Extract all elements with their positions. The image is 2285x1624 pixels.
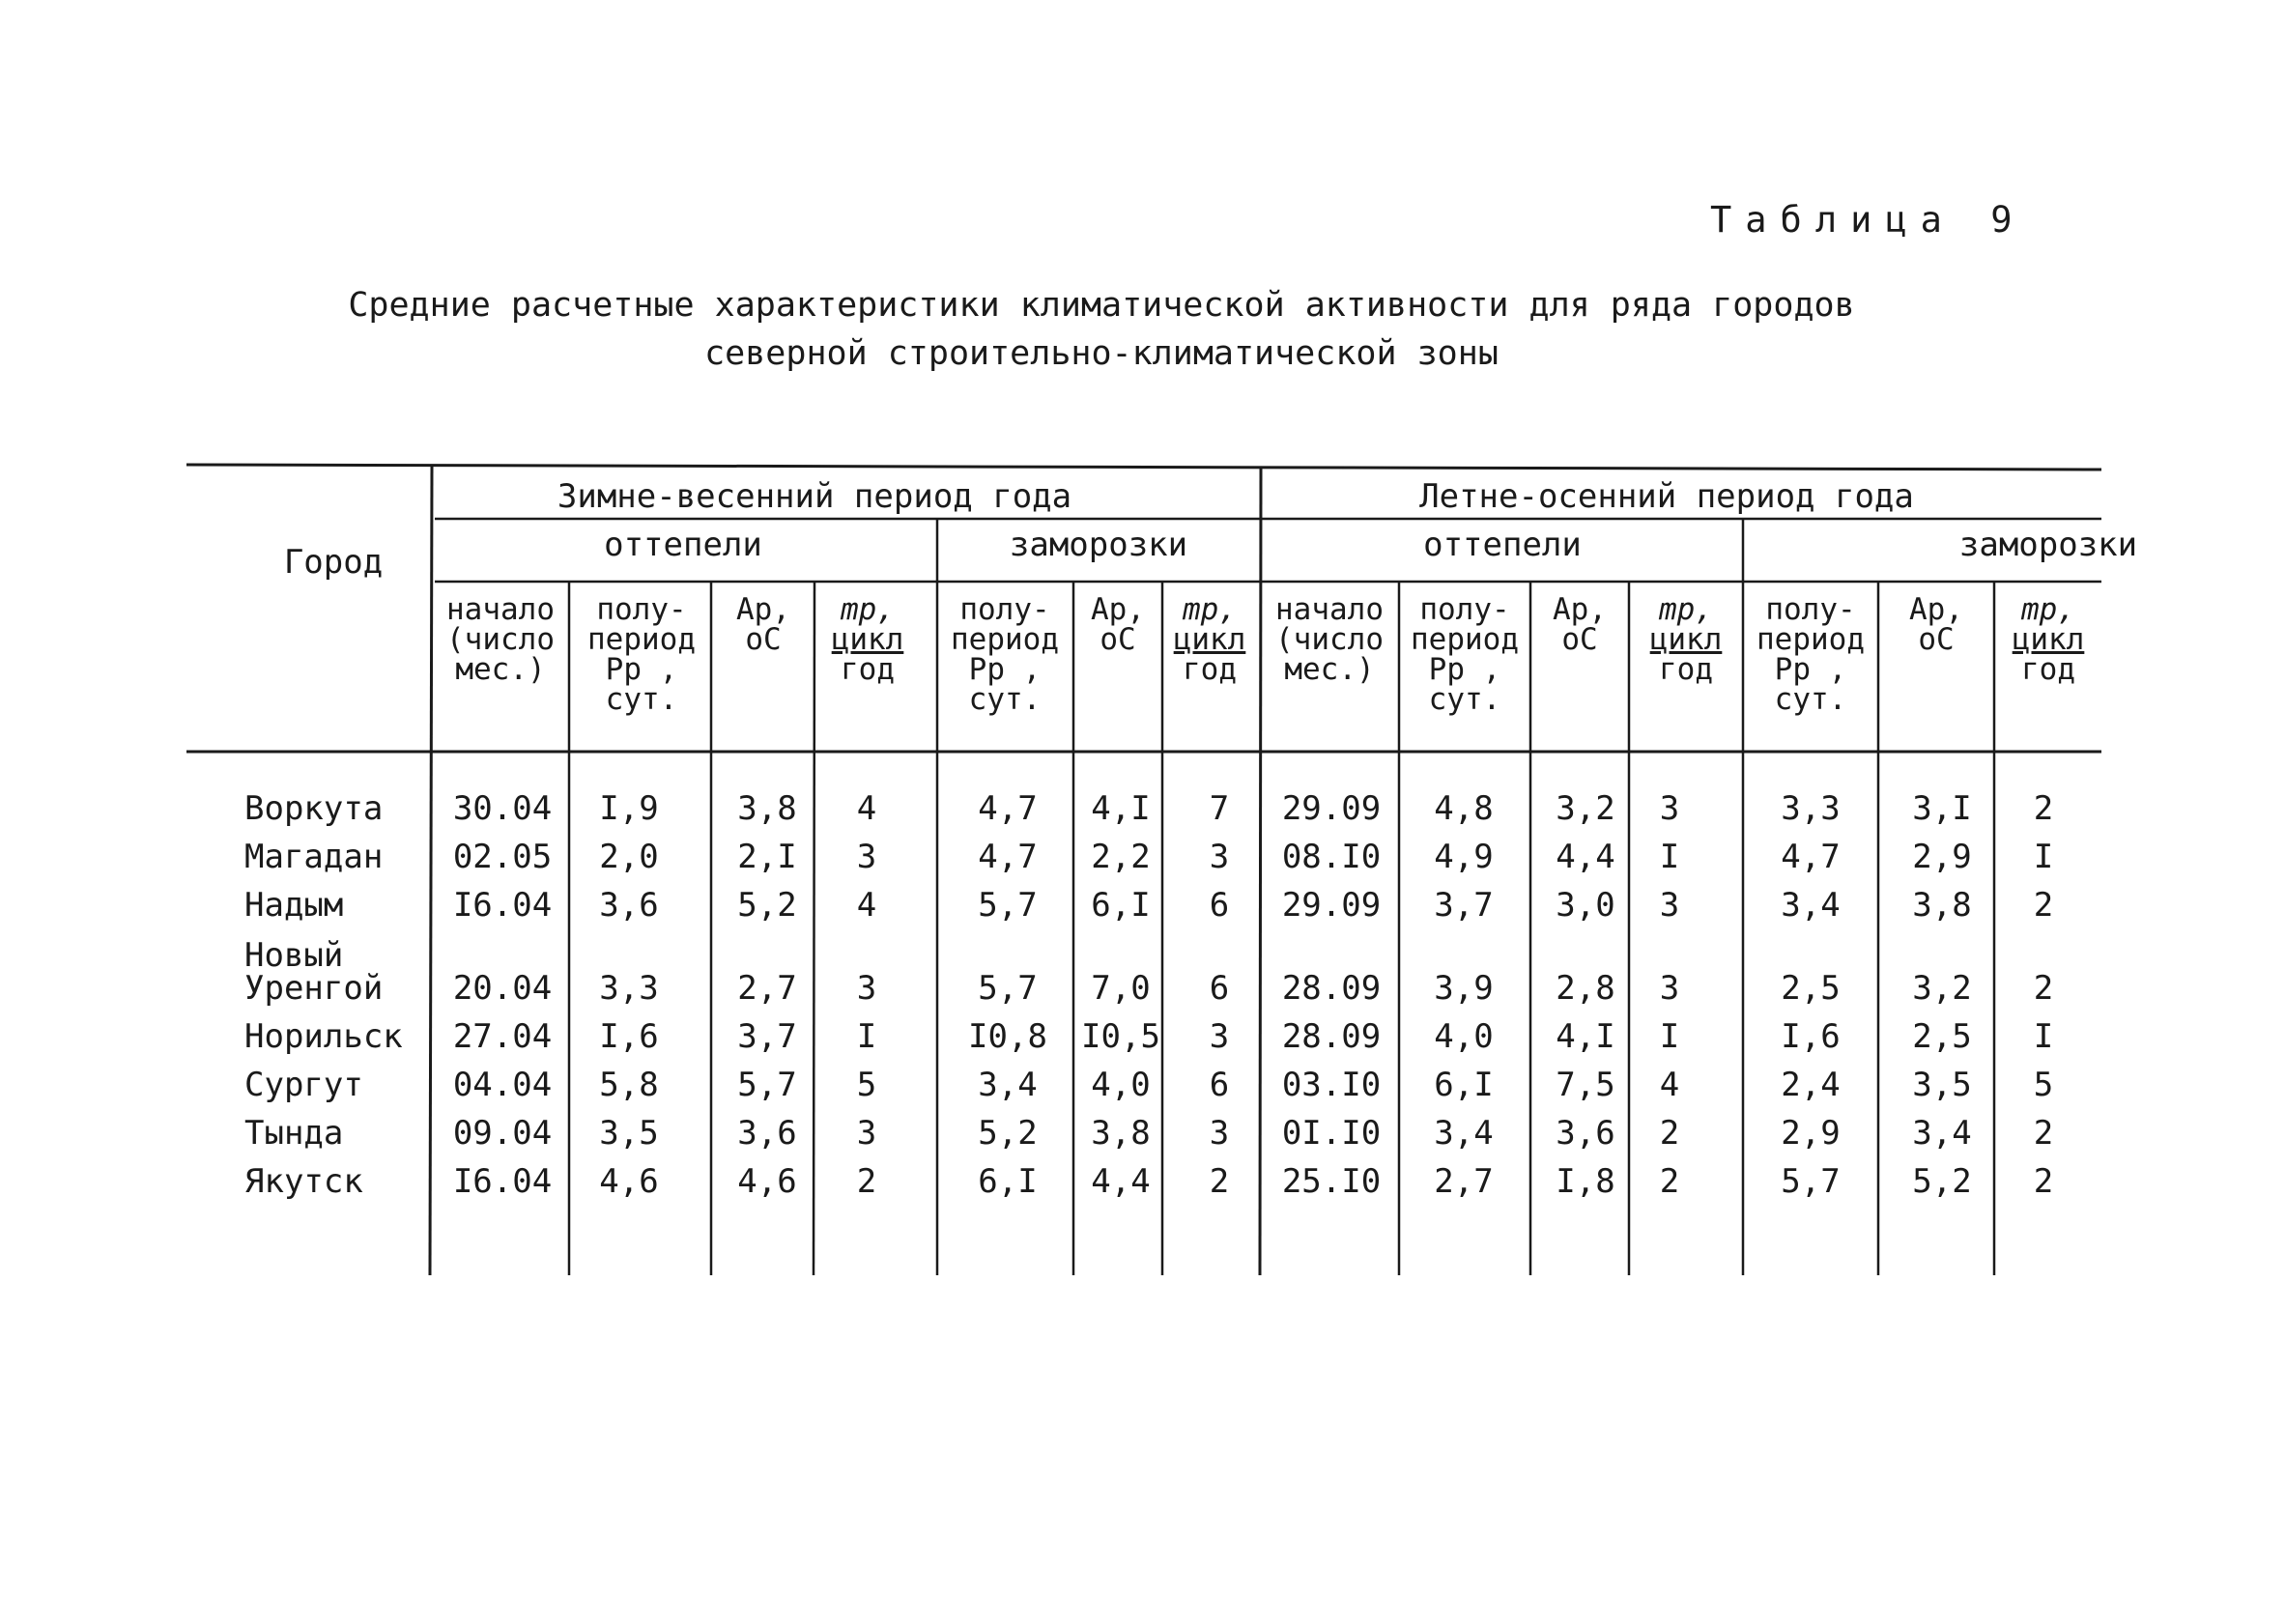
column-header-cycles-line: год [1659,652,1713,687]
table-cell-w-start: 30.04 [452,789,553,828]
table-cell-s-hp: 6,I [1434,1066,1494,1104]
table-cell-s-a: 4,4 [1556,838,1615,876]
table-cell-sf-hp: I,6 [1781,1017,1841,1056]
table-cell-w-m: 2 [856,1162,877,1201]
table-cell-s-hp: 3,9 [1434,969,1494,1008]
table-cell-s-hp: 3,4 [1434,1114,1494,1153]
table-cell-sf-hp: 3,3 [1781,789,1841,828]
row-city: Норильск [244,1017,403,1056]
table-cell-wf-a: 7,0 [1091,969,1151,1008]
row-city: Магадан [244,838,384,876]
table-cell-sf-m: 2 [2033,886,2054,925]
column-header-start [446,592,555,687]
column-header-cycles-line: цикл [1173,622,1246,657]
column-header-cycles [831,592,904,687]
column-header-amplitude-line: оС [745,622,782,657]
column-header-cycles-line: цикл [831,622,904,657]
column-header-half-period-line: сут. [1774,682,1847,717]
column-header-half-period-line: полу- [596,592,687,627]
table-number: Таблица 9 [1710,199,2026,241]
column-header-half-period [951,592,1059,717]
table-cell-sf-m: 2 [2033,1162,2054,1201]
table-cell-s-hp: 2,7 [1434,1162,1494,1201]
table-cell-w-start: 09.04 [452,1114,553,1153]
column-header-amplitude [1091,592,1145,657]
table-cell-w-hp: 3,5 [599,1114,659,1153]
header-summer-frosts: заморозки [1958,526,2138,564]
table-title-line-2: северной строительно-климатической зоны [704,334,1499,373]
column-header-half-period-line: сут. [605,682,678,717]
table-cell-s-a: I,8 [1556,1162,1615,1201]
table-cell-w-start: 04.04 [452,1066,553,1104]
column-header-half-period-line: Рр , [968,652,1042,687]
column-header-amplitude [1909,592,1963,657]
table-cell-sf-hp: 4,7 [1781,838,1841,876]
table-cell-w-a: 4,6 [737,1162,797,1201]
table-cell-sf-a: 3,8 [1912,886,1972,925]
table-cell-sf-hp: 2,4 [1781,1066,1841,1104]
table-cell-w-start: I6.04 [452,1162,553,1201]
table-cell-w-hp: 3,3 [599,969,659,1008]
table-cell-wf-a: 3,8 [1091,1114,1151,1153]
column-header-start-line: начало [1275,592,1384,627]
table-cell-s-start: 08.I0 [1281,838,1382,876]
table-cell-s-hp: 4,9 [1434,838,1494,876]
table-cell-wf-a: 4,I [1091,789,1151,828]
column-header-amplitude-line: оС [1100,622,1136,657]
row-city: Тында [244,1114,344,1153]
table-cell-sf-hp: 3,4 [1781,886,1841,925]
table-cell-s-m: 2 [1659,1114,1680,1153]
column-header-start-line: (число [1275,622,1384,657]
table-cell-s-m: 3 [1659,886,1680,925]
table-cell-w-m: 4 [856,886,877,925]
table-cell-w-m: 3 [856,1114,877,1153]
table-cell-wf-a: I0,5 [1081,1017,1160,1056]
table-cell-wf-m: 6 [1209,969,1230,1008]
table-cell-sf-a: 2,5 [1912,1017,1972,1056]
table-cell-s-m: 3 [1659,789,1680,828]
table-cell-w-start: 20.04 [452,969,553,1008]
column-header-start-line: начало [446,592,555,627]
table-cell-s-start: 28.09 [1281,969,1382,1008]
table-cell-s-start: 29.09 [1281,886,1382,925]
column-header-start [1275,592,1384,687]
table-cell-sf-a: 3,I [1912,789,1972,828]
row-city: Якутск [244,1162,363,1201]
table-cell-w-m: 3 [856,838,877,876]
table-cell-s-a: 3,0 [1556,886,1615,925]
column-header-cycles-line: цикл [1649,622,1723,657]
table-cell-sf-hp: 2,5 [1781,969,1841,1008]
row-city: Воркута [244,789,384,828]
column-header-half-period-line: полу- [959,592,1050,627]
row-city: Уренгой [244,969,384,1008]
table-cell-s-m: I [1659,838,1680,876]
table-cell-wf-m: 7 [1209,789,1230,828]
column-header-half-period-line: полу- [1419,592,1510,627]
table-cell-s-hp: 4,0 [1434,1017,1494,1056]
table-cell-w-a: 2,7 [737,969,797,1008]
column-header-half-period-line: Рр , [1428,652,1501,687]
column-header-half-period [587,592,696,717]
vrule-city [430,467,432,1275]
column-header-cycles-line: mр, [841,592,895,627]
table-cell-s-start: 0I.I0 [1281,1114,1382,1153]
vrule-season [1260,469,1261,1275]
column-header-cycles-line: цикл [2012,622,2085,657]
row-city: Надым [244,886,344,925]
table-cell-sf-m: I [2033,838,2054,876]
column-header-cycles-line: год [1183,652,1237,687]
table-cell-sf-a: 3,4 [1912,1114,1972,1153]
table-cell-w-start: 02.05 [452,838,553,876]
table-cell-wf-hp: 4,7 [978,789,1038,828]
column-header-cycles-line: mр, [1183,592,1237,627]
table-cell-wf-a: 4,0 [1091,1066,1151,1104]
column-header-half-period-line: полу- [1765,592,1856,627]
table-cell-s-a: 3,2 [1556,789,1615,828]
table-cell-wf-a: 2,2 [1091,838,1151,876]
table-cell-s-start: 28.09 [1281,1017,1382,1056]
column-header-cycles [1649,592,1723,687]
table-cell-sf-a: 3,5 [1912,1066,1972,1104]
column-header-amplitude-line: оС [1918,622,1955,657]
table-cell-s-a: 3,6 [1556,1114,1615,1153]
table-cell-wf-hp: 5,2 [978,1114,1038,1153]
column-header-cycles-line: mр, [1659,592,1713,627]
table-cell-s-m: 2 [1659,1162,1680,1201]
table-cell-wf-hp: 3,4 [978,1066,1038,1104]
column-header-amplitude [736,592,790,657]
table-cell-sf-a: 2,9 [1912,838,1972,876]
table-cell-w-a: 5,7 [737,1066,797,1104]
table-cell-w-hp: 4,6 [599,1162,659,1201]
table-cell-w-start: 27.04 [452,1017,553,1056]
column-header-amplitude-line: Ар, [1909,592,1963,627]
table-cell-w-m: 4 [856,789,877,828]
table-cell-w-a: 3,8 [737,789,797,828]
table-cell-w-hp: 5,8 [599,1066,659,1104]
table-cell-sf-m: 2 [2033,789,2054,828]
column-header-half-period-line: период [1757,622,1865,657]
table-cell-sf-m: I [2033,1017,2054,1056]
table-cell-w-a: 3,7 [737,1017,797,1056]
table-cell-s-start: 03.I0 [1281,1066,1382,1104]
table-cell-wf-m: 3 [1209,1114,1230,1153]
column-header-half-period-line: период [1411,622,1519,657]
table-cell-wf-hp: I0,8 [968,1017,1047,1056]
table-cell-w-hp: I,6 [599,1017,659,1056]
header-summer-period: Летне-осенний период года [1419,477,1914,516]
row-city: Новый [244,936,344,975]
table-cell-sf-m: 2 [2033,1114,2054,1153]
column-header-half-period [1411,592,1519,717]
table-cell-s-m: 4 [1659,1066,1680,1104]
header-winter-period: Зимне-весенний период года [557,477,1072,516]
table-cell-w-a: 3,6 [737,1114,797,1153]
table-cell-wf-m: 2 [1209,1162,1230,1201]
table-cell-s-a: 7,5 [1556,1066,1615,1104]
column-header-start-line: (число [446,622,555,657]
column-header-amplitude-line: Ар, [1091,592,1145,627]
row-city: Сургут [244,1066,363,1104]
table-cell-wf-m: 6 [1209,886,1230,925]
table-cell-wf-hp: 4,7 [978,838,1038,876]
table-cell-w-hp: 3,6 [599,886,659,925]
table-cell-s-a: 4,I [1556,1017,1615,1056]
table-cell-sf-hp: 5,7 [1781,1162,1841,1201]
column-header-cycles [1173,592,1246,687]
column-header-amplitude [1553,592,1607,657]
table-cell-s-m: I [1659,1017,1680,1056]
table-cell-w-m: 5 [856,1066,877,1104]
column-header-half-period-line: Рр , [1774,652,1847,687]
column-header-cycles-line: год [841,652,895,687]
table-cell-sf-a: 5,2 [1912,1162,1972,1201]
table-cell-wf-a: 6,I [1091,886,1151,925]
column-header-amplitude-line: оС [1561,622,1598,657]
column-header-half-period-line: период [587,622,696,657]
table-cell-s-start: 25.I0 [1281,1162,1382,1201]
column-header-cycles-line: mр, [2021,592,2075,627]
table-cell-s-m: 3 [1659,969,1680,1008]
table-cell-w-start: I6.04 [452,886,553,925]
column-header-start-line: мес.) [1284,652,1375,687]
table-cell-sf-m: 5 [2033,1066,2054,1104]
table-cell-w-m: I [856,1017,877,1056]
table-cell-s-start: 29.09 [1281,789,1382,828]
table-cell-sf-a: 3,2 [1912,969,1972,1008]
table-cell-wf-m: 3 [1209,1017,1230,1056]
table-title-line-1: Средние расчетные характеристики климатической активности для ряда городов [348,286,1855,325]
column-header-cycles-line: год [2021,652,2075,687]
table-cell-sf-m: 2 [2033,969,2054,1008]
table-cell-s-a: 2,8 [1556,969,1615,1008]
table-cell-w-a: 2,I [737,838,797,876]
table-cell-wf-hp: 5,7 [978,969,1038,1008]
header-city: Город [283,543,384,582]
header-winter-frosts: заморозки [1009,526,1188,564]
header-winter-thaws: оттепели [604,526,762,564]
column-header-amplitude-line: Ар, [1553,592,1607,627]
table-cell-wf-hp: 5,7 [978,886,1038,925]
table-cell-s-hp: 4,8 [1434,789,1494,828]
column-header-half-period [1757,592,1865,717]
table-cell-w-a: 5,2 [737,886,797,925]
table-cell-s-hp: 3,7 [1434,886,1494,925]
rule-top [186,465,2101,470]
table-cell-w-m: 3 [856,969,877,1008]
header-summer-thaws: оттепели [1423,526,1582,564]
table-cell-wf-hp: 6,I [978,1162,1038,1201]
table-cell-w-hp: 2,0 [599,838,659,876]
column-header-half-period-line: период [951,622,1059,657]
column-header-start-line: мес.) [455,652,546,687]
table-cell-wf-a: 4,4 [1091,1162,1151,1201]
column-header-cycles [2012,592,2085,687]
table-cell-w-hp: I,9 [599,789,659,828]
column-header-half-period-line: Рр , [605,652,678,687]
column-header-half-period-line: сут. [968,682,1042,717]
table-cell-wf-m: 6 [1209,1066,1230,1104]
table-cell-wf-m: 3 [1209,838,1230,876]
table-cell-sf-hp: 2,9 [1781,1114,1841,1153]
column-header-amplitude-line: Ар, [736,592,790,627]
column-header-half-period-line: сут. [1428,682,1501,717]
